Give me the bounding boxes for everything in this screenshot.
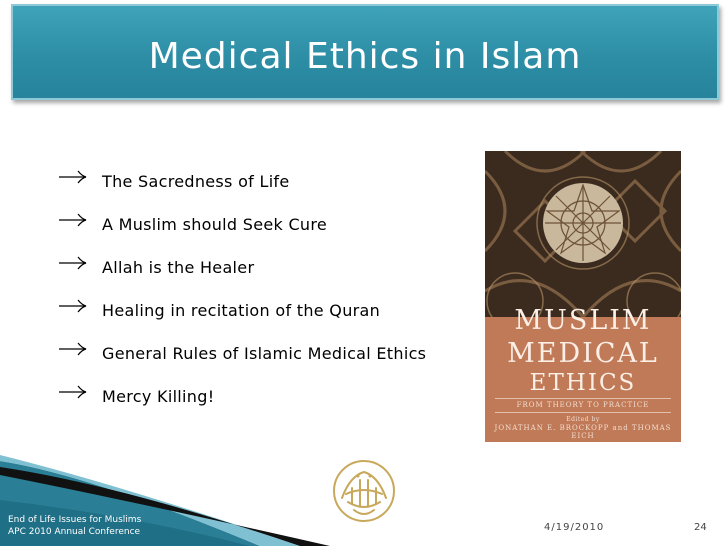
book-title-line: ETHICS xyxy=(529,370,637,396)
arrow-right-icon xyxy=(58,168,88,184)
book-divider xyxy=(495,412,671,413)
bullet-text: General Rules of Islamic Medical Ethics xyxy=(102,344,427,363)
title-bar xyxy=(11,4,719,100)
bullet-text: Mercy Killing! xyxy=(102,387,215,406)
bullet-item xyxy=(58,295,478,338)
book-cover-pattern xyxy=(485,151,681,317)
arrow-right-icon xyxy=(58,254,88,270)
bullet-item xyxy=(58,209,478,252)
bullet-text: A Muslim should Seek Cure xyxy=(102,215,328,234)
book-subtitle: FROM THEORY TO PRACTICE xyxy=(516,401,650,409)
book-editors-label: Edited by xyxy=(566,416,600,423)
bullet-item xyxy=(58,252,478,295)
book-title-line: MEDICAL xyxy=(507,338,659,369)
page-number: 24 xyxy=(694,522,707,533)
book-cover-image xyxy=(485,151,681,442)
footer-conference: APC 2010 Annual Conference xyxy=(8,527,141,537)
slide-title: Medical Ethics in Islam xyxy=(148,36,582,77)
bullet-text: Healing in recitation of the Quran xyxy=(102,301,381,320)
bullet-item xyxy=(58,166,478,209)
book-title-line: MUSLIM xyxy=(514,305,652,336)
bullet-item xyxy=(58,338,478,381)
footer-date: 4/19/2010 xyxy=(544,522,605,533)
book-divider xyxy=(495,398,671,399)
bullet-item xyxy=(58,381,478,424)
footer-event-title: End of Life Issues for Muslims xyxy=(8,515,142,525)
bullet-list xyxy=(58,166,478,424)
arrow-right-icon xyxy=(58,383,88,399)
bullet-text: The Sacredness of Life xyxy=(102,172,290,191)
arrow-right-icon xyxy=(58,297,88,313)
bullet-text: Allah is the Healer xyxy=(102,258,255,277)
book-authors: JONATHAN E. BROCKOPP and THOMAS EICH xyxy=(494,424,672,440)
arrow-right-icon xyxy=(58,340,88,356)
arrow-right-icon xyxy=(58,211,88,227)
